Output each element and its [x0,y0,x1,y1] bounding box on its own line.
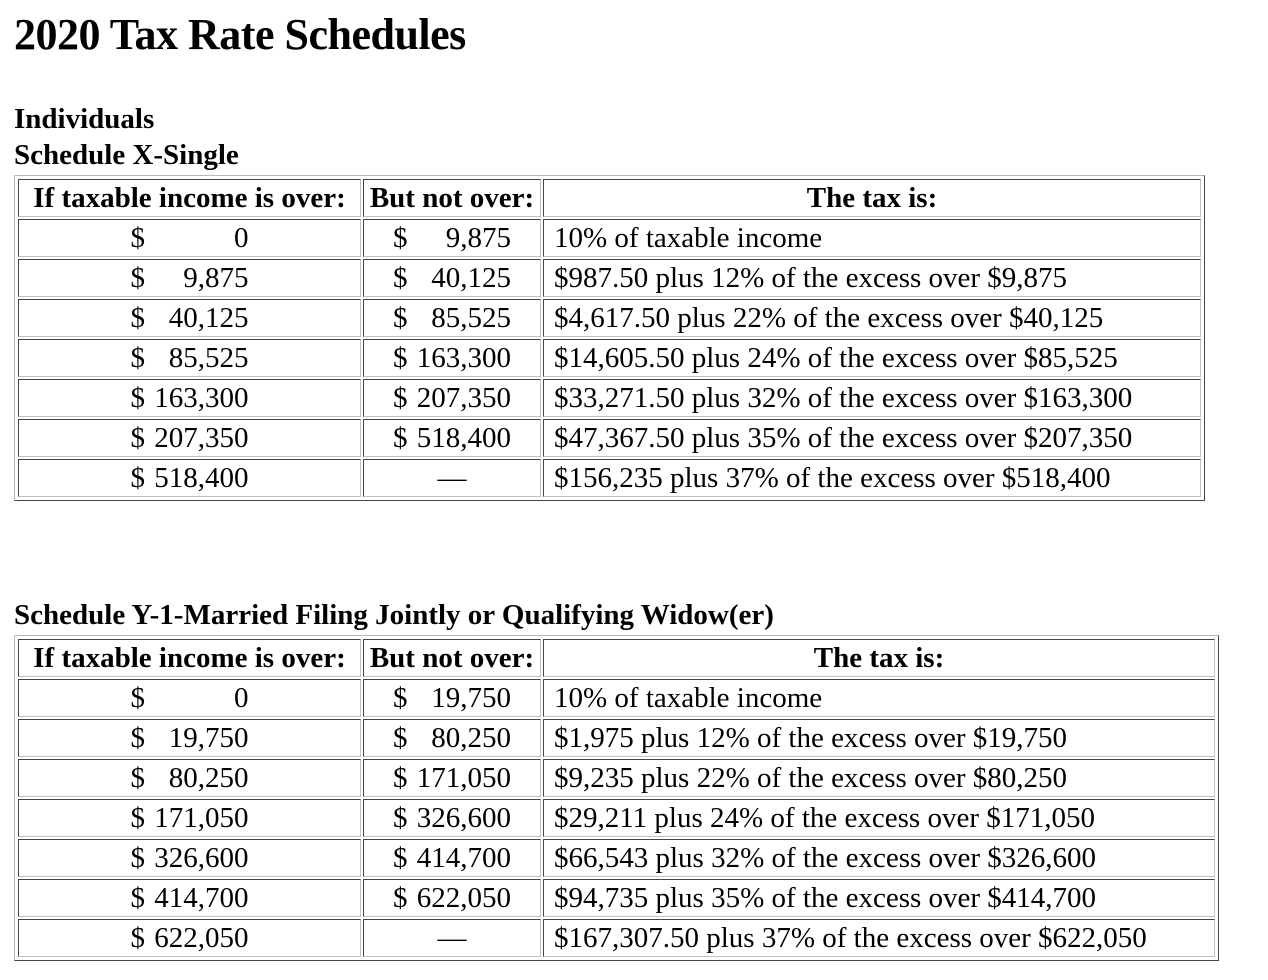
amount [393,301,511,335]
amount [131,721,249,755]
table-row [18,839,1215,877]
schedule-x-title: Schedule X-Single [14,139,239,171]
cell-income-over [18,419,361,457]
table-row [18,419,1201,457]
no-limit-dash: — [437,922,467,954]
cell-tax-formula: $14,605.50 plus 24% of the excess over $85,525 [543,339,1201,377]
table-row [18,799,1215,837]
cell-income-not-over [363,219,541,257]
column-header-over: If taxable income is over: [18,179,361,217]
amount [131,881,249,915]
cell-income-over [18,219,361,257]
table-row [18,379,1201,417]
currency-symbol: $ [130,462,145,494]
cell-tax-formula: $66,543 plus 32% of the excess over $326,600 [543,839,1215,877]
column-header-tax: The tax is: [543,639,1215,677]
amount-value: 518,400 [154,462,249,494]
amount-value: 19,750 [431,682,511,714]
page-title: 2020 Tax Rate Schedules [14,10,466,59]
cell-tax-formula: $9,235 plus 22% of the excess over $80,250 [543,759,1215,797]
amount-value: 163,300 [416,342,511,374]
cell-income-over [18,459,361,497]
currency-symbol: $ [130,882,145,914]
amount [131,801,249,835]
amount [131,921,249,955]
amount-value: 40,125 [431,262,511,294]
currency-symbol: $ [130,722,145,754]
amount [393,381,511,415]
cell-income-not-over [363,379,541,417]
section-heading-individuals: Individuals [14,103,155,135]
table-row [18,679,1215,717]
amount-value: 19,750 [168,722,249,754]
amount [131,261,249,295]
amount [393,421,511,455]
currency-symbol: $ [393,722,408,754]
amount-value: 518,400 [416,422,511,454]
amount [131,221,249,255]
amount [393,841,511,875]
amount-value: 80,250 [431,722,511,754]
amount-value: 414,700 [416,842,511,874]
cell-tax-formula: $29,211 plus 24% of the excess over $171,050 [543,799,1215,837]
currency-symbol: $ [393,882,408,914]
currency-symbol: $ [130,382,145,414]
currency-symbol: $ [393,762,408,794]
currency-symbol: $ [393,342,408,374]
cell-income-not-over [363,679,541,717]
amount [131,381,249,415]
currency-symbol: $ [130,682,145,714]
schedule-y1-title: Schedule Y-1-Married Filing Jointly or Qualifying Widow(er) [14,599,774,631]
amount-value: 0 [234,682,249,714]
currency-symbol: $ [130,262,145,294]
currency-symbol: $ [393,422,408,454]
amount [393,261,511,295]
amount [131,841,249,875]
amount-value: 622,050 [416,882,511,914]
amount [393,761,511,795]
currency-symbol: $ [393,802,408,834]
cell-income-over [18,379,361,417]
cell-income-over [18,759,361,797]
cell-income-over [18,719,361,757]
amount [393,881,511,915]
currency-symbol: $ [393,222,408,254]
currency-symbol: $ [393,262,408,294]
amount [393,681,511,715]
table-row [18,719,1215,757]
amount-value: 207,350 [154,422,249,454]
amount [393,721,511,755]
cell-tax-formula: $47,367.50 plus 35% of the excess over $207,350 [543,419,1201,457]
table-header-row [18,639,1215,677]
table-row [18,299,1201,337]
amount-value: 326,600 [154,842,249,874]
amount-value: 40,125 [168,302,249,334]
amount [131,341,249,375]
currency-symbol: $ [130,922,145,954]
cell-income-over [18,679,361,717]
cell-income-not-over [363,719,541,757]
amount-value: 9,875 [183,262,249,294]
schedule-y1-table [16,637,1217,959]
amount-value: 163,300 [154,382,249,414]
currency-symbol: $ [393,682,408,714]
amount-value: 414,700 [154,882,249,914]
cell-income-not-over [363,759,541,797]
table-row [18,459,1201,497]
cell-tax-formula: 10% of taxable income [543,679,1215,717]
cell-income-not-over [363,919,541,957]
column-header-over: If taxable income is over: [18,639,361,677]
table-row [18,759,1215,797]
amount-value: 622,050 [154,922,249,954]
amount-value: 85,525 [168,342,249,374]
cell-income-not-over [363,419,541,457]
currency-symbol: $ [130,842,145,874]
cell-income-not-over [363,259,541,297]
table-row [18,259,1201,297]
column-header-not-over: But not over: [363,179,541,217]
cell-income-over [18,879,361,917]
cell-tax-formula: $987.50 plus 12% of the excess over $9,875 [543,259,1201,297]
amount-value: 207,350 [416,382,511,414]
schedule-y1-table-frame [14,635,1219,961]
cell-income-not-over [363,839,541,877]
amount-value: 171,050 [416,762,511,794]
column-header-not-over: But not over: [363,639,541,677]
amount [131,421,249,455]
currency-symbol: $ [393,842,408,874]
cell-income-over [18,299,361,337]
cell-tax-formula: 10% of taxable income [543,219,1201,257]
currency-symbol: $ [130,762,145,794]
cell-income-not-over [363,459,541,497]
schedule-x-table [16,177,1203,499]
currency-symbol: $ [130,422,145,454]
table-row [18,879,1215,917]
schedule-x-table-frame [14,175,1205,501]
amount [131,301,249,335]
cell-income-over [18,919,361,957]
cell-income-not-over [363,299,541,337]
amount [131,461,249,495]
currency-symbol: $ [130,302,145,334]
cell-tax-formula: $1,975 plus 12% of the excess over $19,750 [543,719,1215,757]
amount [393,221,511,255]
table-row [18,919,1215,957]
amount-value: 0 [234,222,249,254]
cell-income-over [18,799,361,837]
amount-value: 80,250 [168,762,249,794]
cell-income-over [18,839,361,877]
table-row [18,219,1201,257]
cell-tax-formula: $33,271.50 plus 32% of the excess over $163,300 [543,379,1201,417]
cell-income-over [18,259,361,297]
amount [131,761,249,795]
amount [393,801,511,835]
cell-income-not-over [363,799,541,837]
amount-value: 85,525 [431,302,511,334]
amount-value: 171,050 [154,802,249,834]
currency-symbol: $ [393,382,408,414]
amount [393,341,511,375]
no-limit-dash: — [437,462,467,494]
amount-value: 9,875 [445,222,511,254]
cell-tax-formula: $4,617.50 plus 22% of the excess over $40,125 [543,299,1201,337]
currency-symbol: $ [130,802,145,834]
cell-tax-formula: $156,235 plus 37% of the excess over $518,400 [543,459,1201,497]
amount-value: 326,600 [416,802,511,834]
currency-symbol: $ [130,342,145,374]
currency-symbol: $ [130,222,145,254]
cell-income-not-over [363,879,541,917]
cell-tax-formula: $167,307.50 plus 37% of the excess over $622,050 [543,919,1215,957]
table-row [18,339,1201,377]
currency-symbol: $ [393,302,408,334]
cell-income-not-over [363,339,541,377]
cell-income-over [18,339,361,377]
cell-tax-formula: $94,735 plus 35% of the excess over $414,700 [543,879,1215,917]
table-header-row [18,179,1201,217]
column-header-tax: The tax is: [543,179,1201,217]
amount [131,681,249,715]
